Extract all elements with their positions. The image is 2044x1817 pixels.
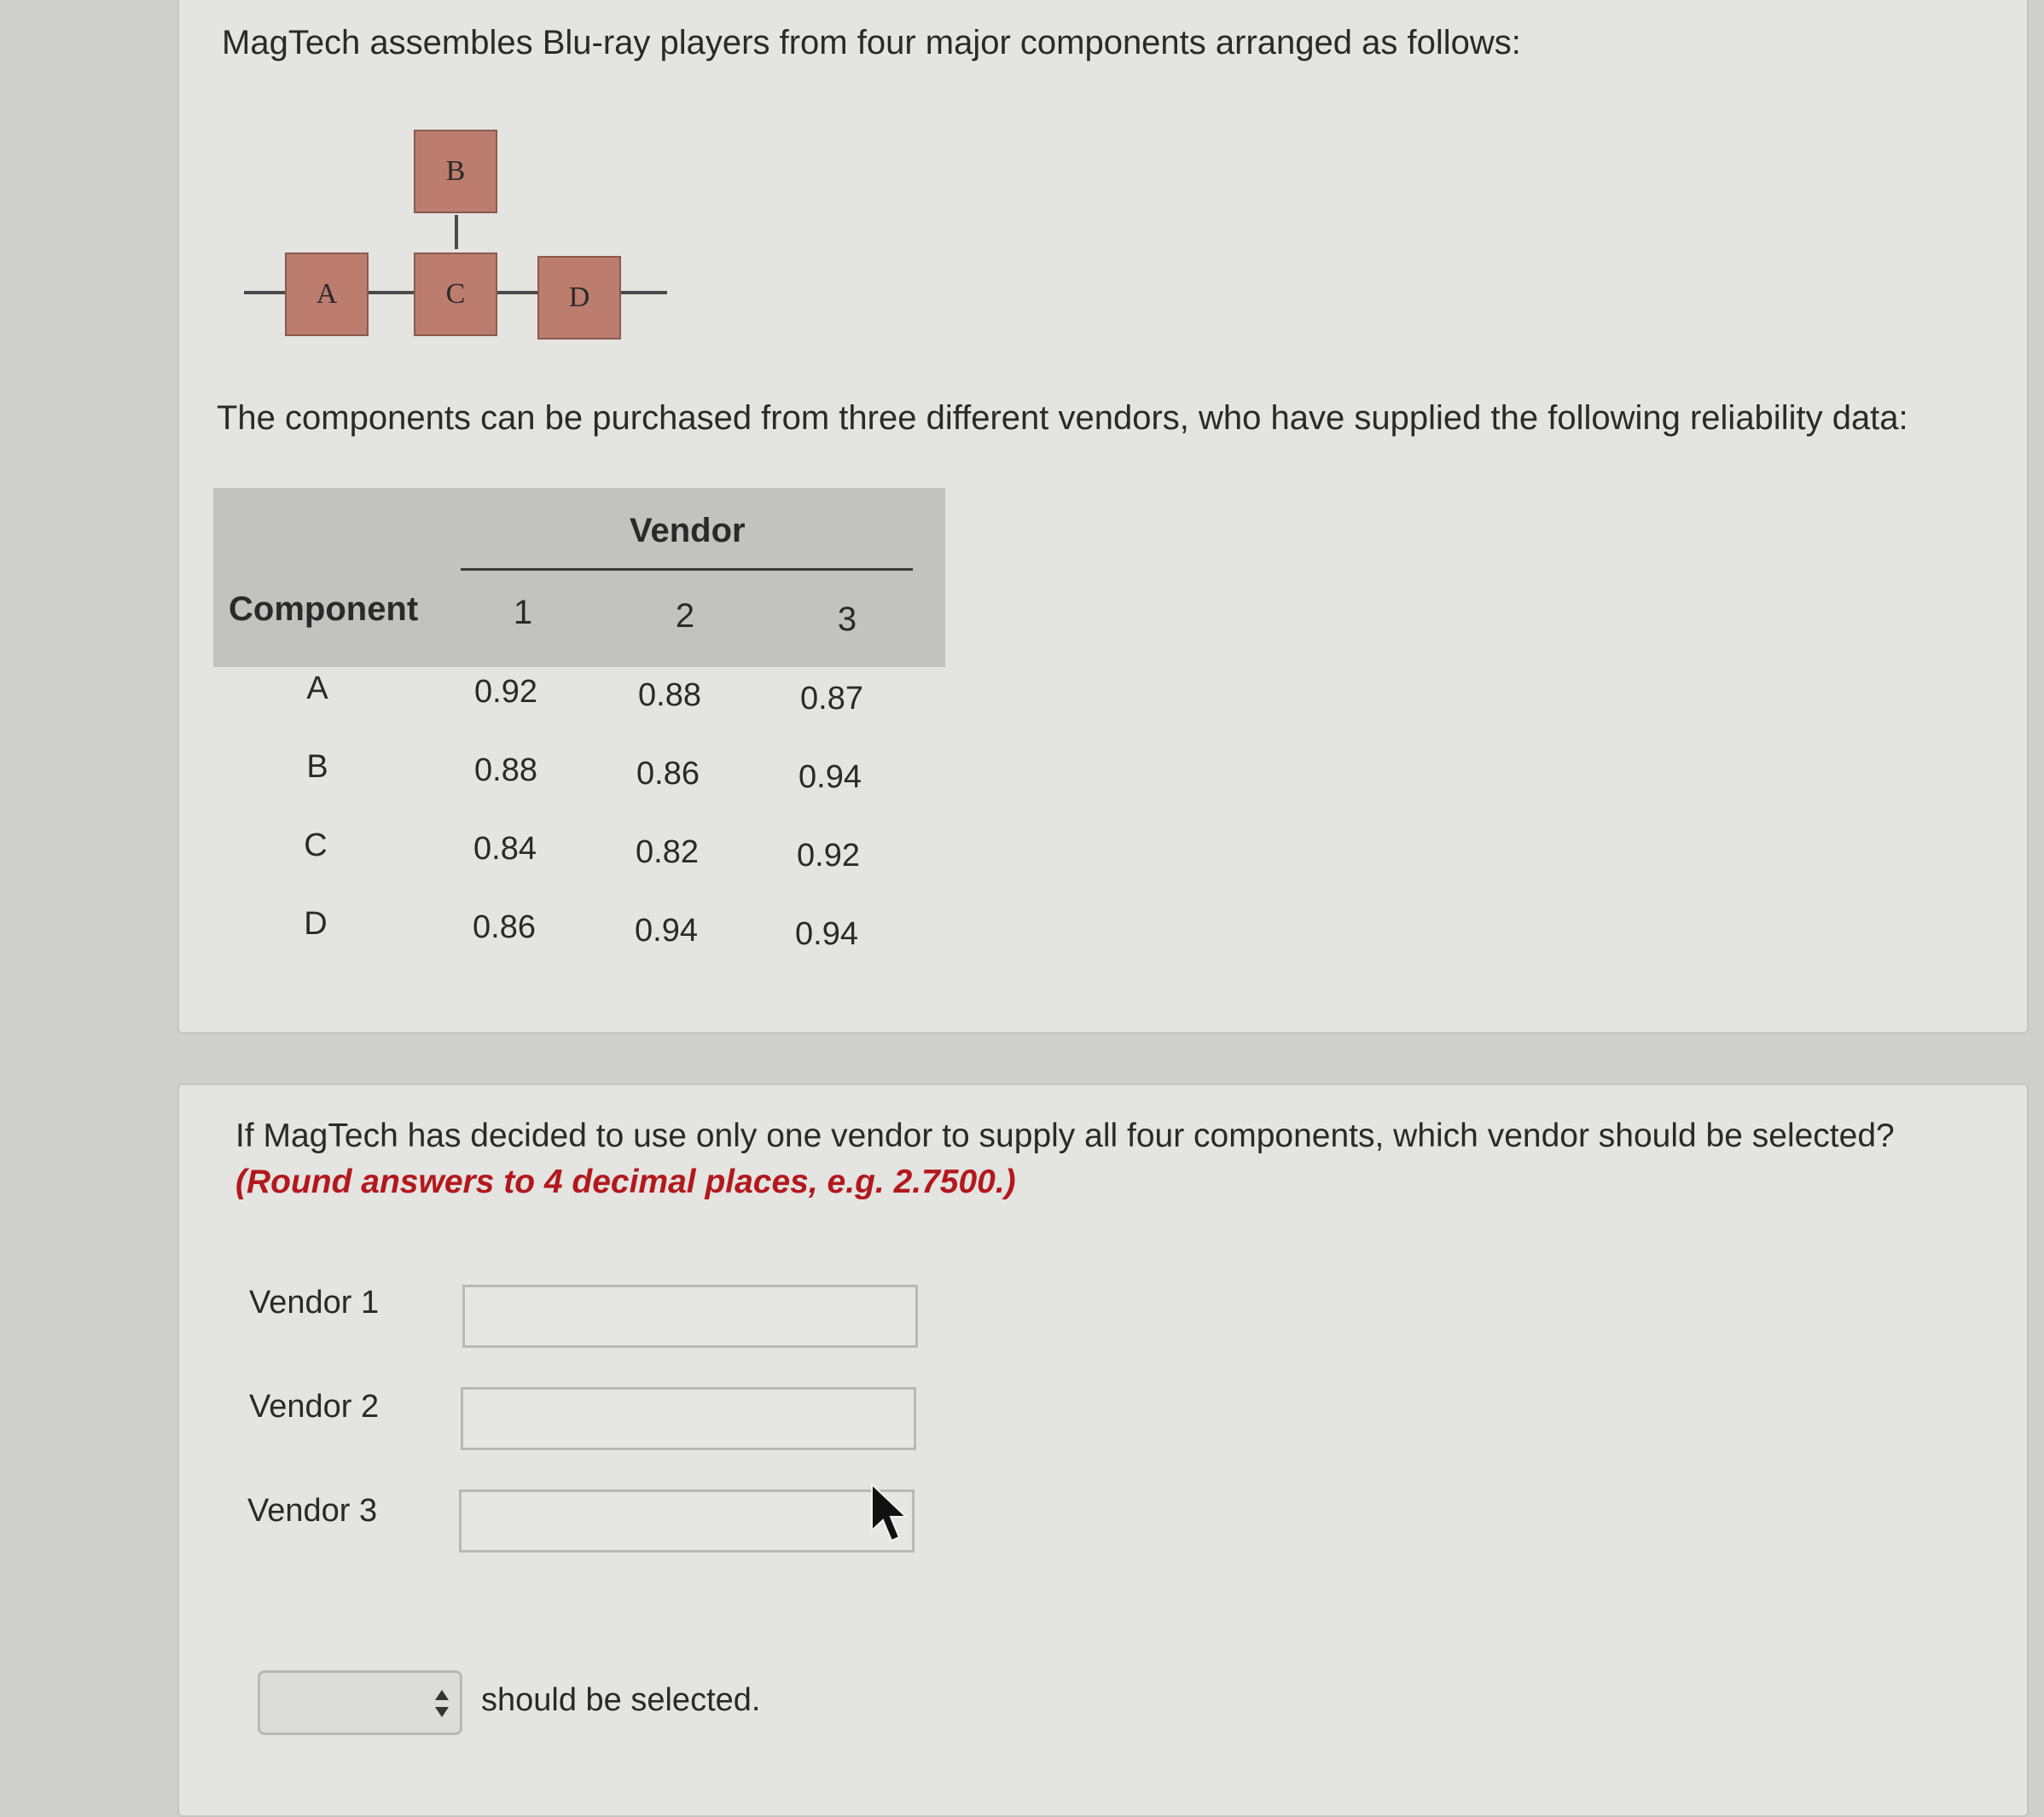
reliability-value: 0.92 [474, 674, 537, 710]
component-d-box: D [537, 256, 621, 340]
reliability-value: 0.86 [636, 756, 700, 792]
reliability-value: 0.82 [636, 834, 699, 870]
component-a-box: A [285, 253, 369, 336]
component-c-box: C [414, 253, 497, 336]
mouse-pointer-icon [868, 1483, 911, 1544]
diagram-line-vertical [455, 215, 458, 249]
row-component: A [306, 670, 328, 706]
reliability-value: 0.87 [800, 681, 863, 717]
vendor-1-label: Vendor 1 [249, 1285, 380, 1321]
row-component: C [304, 827, 328, 863]
reliability-value: 0.94 [795, 916, 858, 952]
reliability-value: 0.88 [474, 752, 537, 788]
problem-intro: MagTech assembles Blu-ray players from four major components arranged as follows: [222, 24, 1521, 61]
reliability-value: 0.88 [638, 677, 701, 713]
vendor-column-3: 3 [837, 601, 857, 638]
vendor-2-input[interactable] [461, 1387, 916, 1450]
vendor-column-2: 2 [675, 597, 695, 635]
row-component: B [306, 749, 328, 785]
row-component: D [304, 906, 328, 942]
rounding-hint: (Round answers to 4 decimal places, e.g. 2.7500.) [235, 1164, 1016, 1200]
reliability-value: 0.84 [473, 831, 537, 867]
vendor-column-1: 1 [513, 594, 533, 631]
reliability-value: 0.94 [798, 759, 862, 795]
vendor-header-rule [461, 568, 913, 571]
reliability-value: 0.94 [635, 913, 698, 949]
vendor-1-input[interactable] [462, 1285, 918, 1348]
vendor-header: Vendor [630, 512, 746, 549]
select-arrows-icon [433, 1686, 451, 1721]
should-be-selected-text: should be selected. [481, 1682, 761, 1718]
table-header-bg [213, 488, 945, 667]
vendor-select[interactable] [258, 1670, 462, 1735]
reliability-value: 0.92 [797, 838, 860, 874]
component-b-box: B [414, 130, 497, 213]
vendor-3-label: Vendor 3 [247, 1493, 378, 1529]
vendor-3-input[interactable] [459, 1489, 915, 1553]
vendors-intro: The components can be purchased from three different vendors, who have supplied the following reliability data: [217, 399, 1908, 437]
question-text: If MagTech has decided to use only one vendor to supply all four components, which vendor should be selected? [235, 1117, 1895, 1154]
reliability-value: 0.86 [473, 909, 536, 945]
vendor-2-label: Vendor 2 [249, 1389, 380, 1425]
component-header: Component [229, 590, 419, 628]
